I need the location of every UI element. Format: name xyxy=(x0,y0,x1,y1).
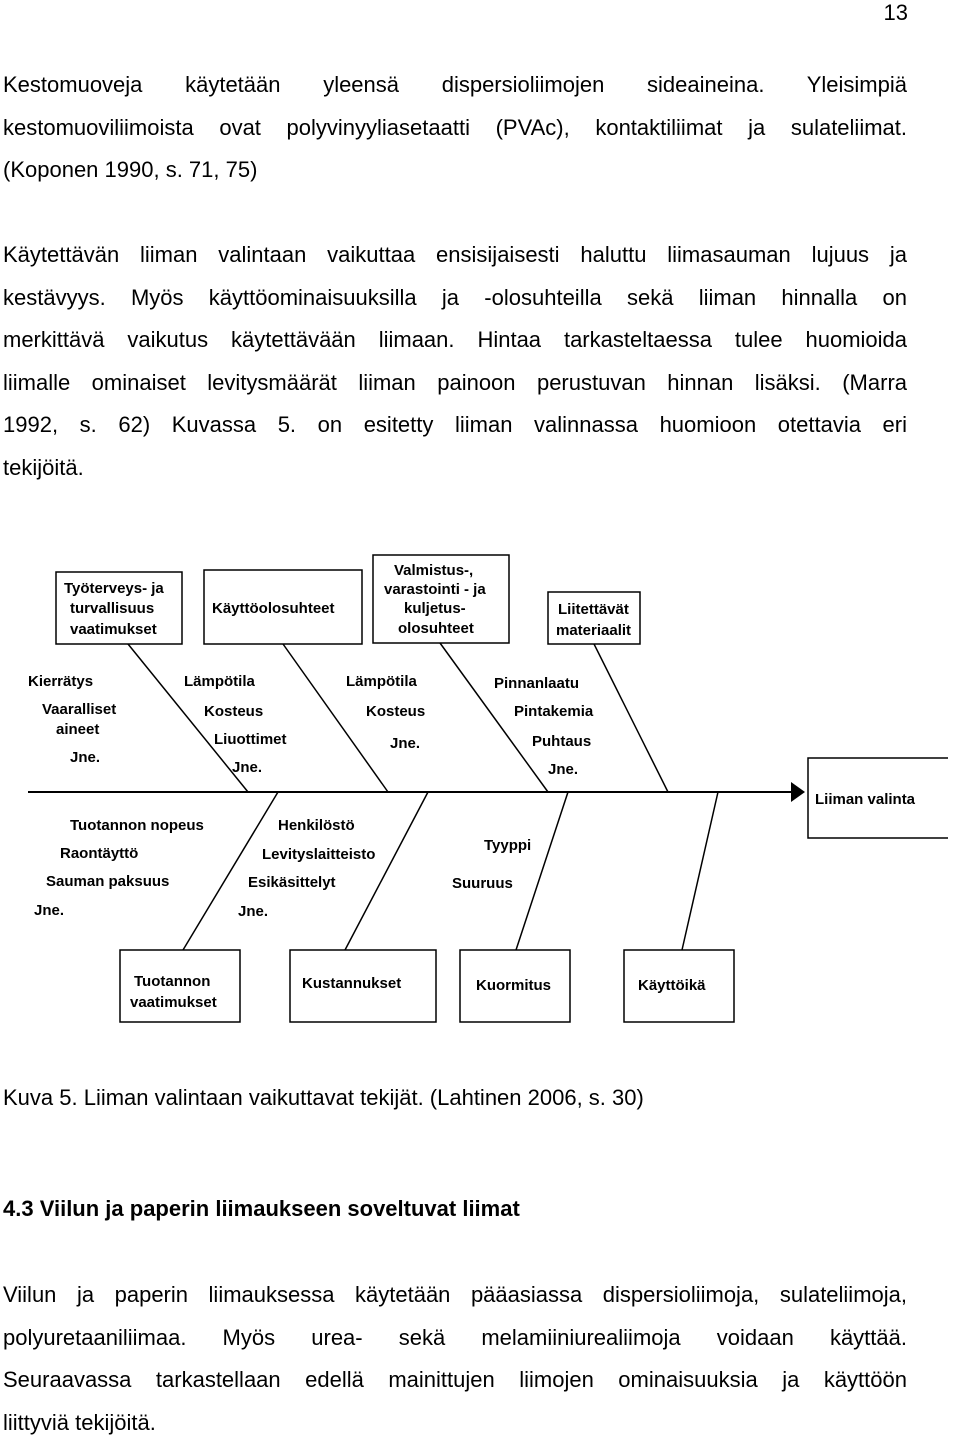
cause-box-label: Kustannukset xyxy=(302,975,401,992)
branch-line xyxy=(183,792,278,950)
paragraph-line: kestävyys. Myös käyttöominaisuuksilla ja -olosuhteilla sekä liiman hinnalla on xyxy=(3,277,907,320)
cause-item: Jne. xyxy=(70,749,100,766)
cause-item: Vaaralliset xyxy=(42,701,116,718)
paragraph-line: Kestomuoveja käytetään yleensä dispersioliimojen sideaineina. Yleisimpiä xyxy=(3,64,907,107)
cause-item: Kosteus xyxy=(366,703,425,720)
paragraph-line: tekijöitä. xyxy=(3,447,907,490)
page-number: 13 xyxy=(884,0,908,26)
cause-box-label: Tuotannon xyxy=(134,973,210,990)
cause-item: Esikäsittelyt xyxy=(248,874,336,891)
cause-item: Henkilöstö xyxy=(278,817,355,834)
branch-line xyxy=(516,792,568,950)
cause-box-label: turvallisuus xyxy=(70,600,154,617)
paragraph-1 xyxy=(3,64,907,192)
cause-box-label: olosuhteet xyxy=(398,620,474,637)
paragraph-line: polyuretaaniliimaa. Myös urea- sekä melamiiniurealiimoja voidaan käyttää. xyxy=(3,1317,907,1360)
cause-box-label: Työterveys- ja xyxy=(64,580,164,597)
branch-line xyxy=(682,792,718,950)
paragraph-2 xyxy=(3,234,907,489)
paragraph-line: kestomuoviliimoista ovat polyvinyyliasetaatti (PVAc), kontaktiliimat ja sulateliimat. xyxy=(3,107,907,150)
cause-item: Puhtaus xyxy=(532,733,591,750)
paragraph-line: liittyviä tekijöitä. xyxy=(3,1402,907,1444)
paragraph-line: (Koponen 1990, s. 71, 75) xyxy=(3,149,907,192)
branch-line xyxy=(594,644,668,792)
paragraph-line: Käytettävän liiman valintaan vaikuttaa ensisijaisesti haluttu liimasauman lujuus ja xyxy=(3,234,907,277)
cause-box-label: varastointi - ja xyxy=(384,581,486,598)
cause-item: Jne. xyxy=(232,759,262,776)
paragraph-3 xyxy=(3,1274,907,1444)
cause-box-label: vaatimukset xyxy=(70,621,157,638)
cause-box-label: Liitettävät xyxy=(558,601,629,618)
cause-item: Lämpötila xyxy=(184,673,255,690)
figure-caption: Kuva 5. Liiman valintaan vaikuttavat tekijät. (Lahtinen 2006, s. 30) xyxy=(3,1085,644,1111)
cause-item: Jne. xyxy=(34,902,64,919)
cause-item: Levityslaitteisto xyxy=(262,846,375,863)
section-heading: 4.3 Viilun ja paperin liimaukseen soveltuvat liimat xyxy=(3,1196,520,1222)
fishbone-diagram xyxy=(28,550,948,1030)
cause-item: Sauman paksuus xyxy=(46,873,169,890)
spine-arrowhead xyxy=(791,782,805,802)
cause-box-label: kuljetus- xyxy=(404,600,466,617)
cause-item: Jne. xyxy=(390,735,420,752)
cause-item: Pinnanlaatu xyxy=(494,675,579,692)
cause-item: Tyyppi xyxy=(484,837,531,854)
paragraph-line: Seuraavassa tarkastellaan edellä mainittujen liimojen ominaisuuksia ja käyttöön xyxy=(3,1359,907,1402)
cause-item: aineet xyxy=(56,721,99,738)
cause-box-label: materiaalit xyxy=(556,622,631,639)
effect-label: Liiman valinta xyxy=(815,791,916,808)
cause-item: Pintakemia xyxy=(514,703,594,720)
cause-item: Tuotannon nopeus xyxy=(70,817,204,834)
branch-line xyxy=(345,792,428,950)
cause-item: Lämpötila xyxy=(346,673,417,690)
paragraph-line: 1992, s. 62) Kuvassa 5. on esitetty liiman valinnassa huomioon otettavia eri xyxy=(3,404,907,447)
paragraph-line: liimalle ominaiset levitysmäärät liiman painoon perustuvan hinnan lisäksi. (Marra xyxy=(3,362,907,405)
cause-item: Kosteus xyxy=(204,703,263,720)
paragraph-line: Viilun ja paperin liimauksessa käytetään pääasiassa dispersioliimoja, sulateliimoja, xyxy=(3,1274,907,1317)
cause-box-label: Valmistus-, xyxy=(394,562,473,579)
cause-item: Liuottimet xyxy=(214,731,287,748)
paragraph-line: merkittävä vaikutus käytettävään liimaan. Hintaa tarkasteltaessa tulee huomioida xyxy=(3,319,907,362)
cause-item: Kierrätys xyxy=(28,673,93,690)
cause-box-label: Kuormitus xyxy=(476,977,551,994)
cause-box-label: Käyttöolosuhteet xyxy=(212,600,335,617)
cause-box-label: Käyttöikä xyxy=(638,977,706,994)
cause-item: Jne. xyxy=(238,903,268,920)
cause-item: Suuruus xyxy=(452,875,513,892)
cause-item: Raontäyttö xyxy=(60,845,138,862)
cause-item: Jne. xyxy=(548,761,578,778)
cause-box-label: vaatimukset xyxy=(130,994,217,1011)
